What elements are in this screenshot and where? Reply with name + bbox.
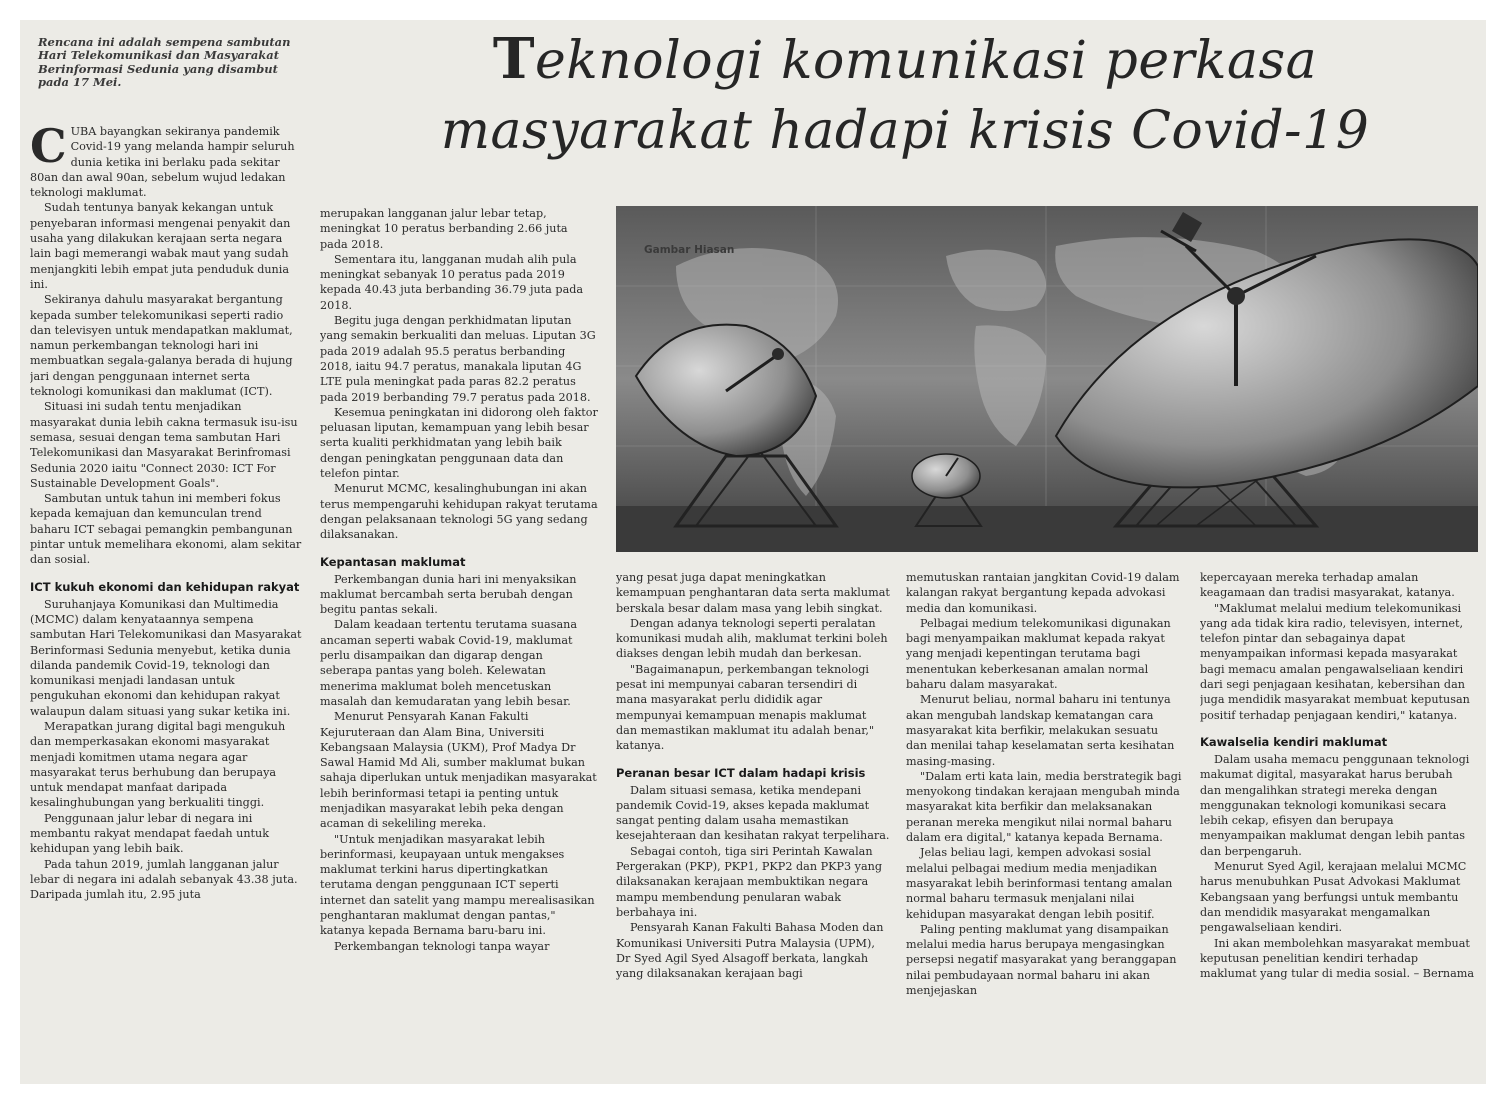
satellite-dish-photo <box>616 206 1478 552</box>
paragraph: Merapatkan jurang digital bagi mengukuh dan memperkasakan ekonomi masyarakat menjadi komitmen utama negara agar masyarakat terus berhubung dan berupaya untuk mendapat manfaat daripada kesalinghubungan yang berkualiti tinggi. <box>30 719 286 810</box>
article-column-5 <box>1200 570 1476 1082</box>
newspaper-clipping <box>20 20 1486 1084</box>
satellite-dishes-illustration <box>616 206 1478 552</box>
paragraph: Kesemua peningkatan ini didorong oleh faktor peluasan liputan, kemampuan yang lebih besar serta kualiti perkhidmatan yang lebih baik dengan peningkatan penggunaan data dan telefon pintar. <box>320 405 598 481</box>
paragraph: Sudah tentunya banyak kekangan untuk penyebaran informasi mengenai penyakit dan usaha yang dilakukan kerajaan serta negara lain bagi memerangi wabak maut yang sudah menjangkiti lebih empat juta penduduk dunia ini. <box>30 201 291 291</box>
paragraph: Suruhanjaya Komunikasi dan Multimedia (MCMC) dalam kenyataannya sempena sambutan Hari Telekomunikasi dan Masyarakat Berinformasi Sedunia menyebut, ketika dunia dilanda pandemik Covid-19, teknologi dan komunikasi menjadi landasan untuk pengukuhan ekonomi dan kehidupan rakyat walaupun dalam situasi yang sukar ketika ini. <box>30 597 302 718</box>
paragraph: Sekiranya dahulu masyarakat bergantung kepada sumber telekomunikasi seperti radio dan televisyen untuk mendapatkan maklumat, namun perkembangan teknologi hari ini membuatkan segala-galanya berada di hujung jari dengan penggunaan internet serta teknologi komunikasi dan maklumat (ICT). <box>30 293 293 399</box>
article-column-3 <box>616 570 890 1082</box>
paragraph: kepercayaan mereka terhadap amalan keagamaan dan tradisi masyarakat, katanya. <box>1200 571 1455 600</box>
paragraph <box>30 124 302 200</box>
paragraph: Ini akan membolehkan masyarakat membuat keputusan penelitian kendiri terhadap maklumat yang tular di media sosial. – Bernama <box>1200 936 1475 981</box>
paragraph-text: UBA bayangkan sekiranya pandemik Covid-19 yang melanda hampir seluruh dunia ketika ini berlaku pada sekitar 80an dan awal 90an, sebelum wujud ledakan teknologi maklumat. <box>30 125 295 200</box>
paragraph: yang pesat juga dapat meningkatkan kemampuan penghantaran data serta maklumat berskala besar dalam masa yang lebih singkat. <box>616 571 890 615</box>
paragraph: Menurut Syed Agil, kerajaan melalui MCMC harus menubuhkan Pusat Advokasi Maklumat Kebangsaan yang berfungsi untuk membantu dan mendidik masyarakat mengamalkan pengawalseliaan kendiri. <box>1200 860 1467 935</box>
paragraph: "Maklumat melalui medium telekomunikasi yang ada tidak kira radio, televisyen, internet, telefon pintar dan sebagainya dapat menyampaikan informasi kepada masyarakat bagi memacu amalan pengawalseliaan kendiri dari segi penjagaan kesihatan, kebersihan dan juga mendidik masyarakat membuat keputusan positif terhadap penjagaan kendiri," katanya. <box>1200 601 1470 722</box>
paragraph: Dalam situasi semasa, ketika mendepani pandemik Covid-19, akses kepada maklumat sangat penting dalam usaha memastikan kesejahteraan dan kesihatan rakyat terpelihara. <box>616 783 890 843</box>
paragraph: Pelbagai medium telekomunikasi digunakan bagi menyampaikan maklumat kepada rakyat yang menjadi kepentingan terutama bagi menentukan keberkesanan amalan normal baharu dalam masyarakat. <box>906 616 1171 692</box>
article-column-1 <box>30 124 302 1082</box>
headline-line-1 <box>350 24 1460 96</box>
headline <box>350 24 1460 166</box>
subheading: Kawalselia kendiri maklumat <box>1200 734 1388 749</box>
intro-note: Rencana ini adalah sempena sambutan Hari Telekomunikasi dan Masyarakat Berinformasi Sedunia yang disambut pada 17 Mei. <box>38 35 291 90</box>
paragraph: "Bagaimanapun, perkembangan teknologi pesat ini mempunyai cabaran tersendiri di mana masyarakat perlu dididik agar mempunyai kemampuan menapis maklumat dan memastikan maklumat itu adalah benar," katanya. <box>616 662 875 753</box>
paragraph: "Dalam erti kata lain, media berstrategik bagi menyokong tindakan kerajaan mengubah minda masyarakat kita berfikir dan melaksanakan peranan mereka mengikut nilai normal baharu dalam era digital," katanya kepada Bernama. <box>906 769 1182 845</box>
paragraph: Dalam keadaan tertentu terutama suasana ancaman seperti wabak Covid-19, maklumat perlu disampaikan dan digarap dengan seberapa pantas yang boleh. Kelewatan menerima maklumat boleh mencetuskan masalah dan kemudaratan yang lebih besar. <box>320 618 578 708</box>
subheading: ICT kukuh ekonomi dan kehidupan rakyat <box>30 579 300 594</box>
headline-line-1-text: eknologi komunikasi perkasa <box>534 31 1318 91</box>
paragraph: Jelas beliau lagi, kempen advokasi sosial melalui pelbagai medium media menjadikan masyarakat lebih berinformasi tentang amalan normal baharu termasuk menjalani nilai kehidupan masyarakat dengan lebih positif. <box>906 846 1173 921</box>
paragraph: Pada tahun 2019, jumlah langganan jalur lebar di negara ini adalah sebanyak 43.38 juta. Daripada jumlah itu, 2.95 juta <box>30 857 298 902</box>
paragraph: Perkembangan dunia hari ini menyaksikan maklumat bercambah serta berubah dengan begitu pantas sekali. <box>320 572 577 617</box>
paragraph: memutuskan rantaian jangkitan Covid-19 dalam kalangan rakyat bergantung kepada advokasi media dan komunikasi. <box>906 571 1180 615</box>
subheading: Kepantasan maklumat <box>320 554 466 569</box>
headline-initial: T <box>492 26 535 92</box>
paragraph: Penggunaan jalur lebar di negara ini membantu rakyat mendapat faedah untuk kehidupan yang lebih baik. <box>30 811 270 856</box>
headline-line-2: masyarakat hadapi krisis Covid-19 <box>440 101 1370 161</box>
paragraph: "Untuk menjadikan masyarakat lebih berinformasi, keupayaan untuk mengakses maklumat terkini harus dipertingkatkan terutama dengan penggunaan ICT seperti internet dan satelit yang mampu merealisasikan penghantaran maklumat dengan pantas," katanya kepada Bernama baru-baru ini. <box>320 832 595 938</box>
article-column-2 <box>320 206 598 1082</box>
paragraph: Dalam usaha memacu penggunaan teknologi makumat digital, masyarakat harus berubah dan mengalihkan strategi mereka dengan menggunakan teknologi komunikasi secara lebih cekap, efisyen dan berupaya menyampaikan maklumat dengan lebih pantas dan berpengaruh. <box>1200 752 1470 858</box>
paragraph: Dengan adanya teknologi seperti peralatan komunikasi mudah alih, maklumat terkini boleh diakses dengan lebih mudah dan berkesan. <box>616 616 888 661</box>
paragraph: Menurut Pensyarah Kanan Fakulti Kejuruteraan dan Alam Bina, Universiti Kebangsaan Malaysia (UKM), Prof Madya Dr Sawal Hamid Md Ali, sumber maklumat bukan sahaja diperlukan untuk menjadikan masyarakat lebih berinformasi tetapi ia penting untuk menjadikan masyarakat lebih peka dengan acaman di sekeliling mereka. <box>320 710 597 831</box>
paragraph: Situasi ini sudah tentu menjadikan masyarakat dunia lebih cakna termasuk isu-isu semasa, sesuai dengan tema sambutan Hari Telekomunikasi dan Masyarakat Berinfromasi Sedunia 2020 iaitu "Connect 2030: ICT For Sustainable Development Goals". <box>30 400 298 490</box>
paragraph: Menurut beliau, normal baharu ini tentunya akan mengubah landskap kematangan cara masyarakat kita berfikir, melakukan sesuatu dan menilai tahap keselamatan serta kesihatan masing-masing. <box>906 693 1175 768</box>
paragraph: Begitu juga dengan perkhidmatan liputan yang semakin berkualiti dan meluas. Liputan 3G pada 2019 adalah 95.5 peratus berbanding 2018, iaitu 94.7 peratus, manakala liputan 4G LTE pula meningkat pada paras 82.2 peratus pada 2019 berbanding 79.7 peratus pada 2018. <box>320 314 596 404</box>
subheading: Peranan besar ICT dalam hadapi krisis <box>616 765 866 780</box>
paragraph: Sebagai contoh, tiga siri Perintah Kawalan Pergerakan (PKP), PKP1, PKP2 dan PKP3 yang dilaksanakan kerajaan membuktikan negara mampu membendung penularan wabak berbahaya ini. <box>616 844 883 919</box>
paragraph: Paling penting maklumat yang disampaikan melalui media harus berupaya mengasingkan persepsi negatif masyarakat yang beranggapan nilai pembudayaan normal baharu ini akan menjejaskan <box>906 922 1177 998</box>
photo-caption: Gambar Hiasan <box>644 244 735 256</box>
paragraph: Menurut MCMC, kesalinghubungan ini akan terus mempengaruhi kehidupan rakyat terutama dengan pelaksanaan teknologi 5G yang sedang dilaksanakan. <box>320 482 598 542</box>
paragraph: Perkembangan teknologi tanpa wayar <box>334 939 550 953</box>
paragraph: Pensyarah Kanan Fakulti Bahasa Moden dan Komunikasi Universiti Putra Malaysia (UPM), Dr Syed Agil Syed Alsagoff berkata, langkah yang dilaksanakan kerajaan bagi <box>616 921 884 981</box>
drop-cap: C <box>30 124 67 173</box>
paragraph: Sambutan untuk tahun ini memberi fokus kepada kemajuan dan kemunculan trend baharu ICT sebagai pemangkin pembangunan pintar untuk memelihara ekonomi, alam sekitar dan sosial. <box>30 492 302 567</box>
paragraph: Sementara itu, langganan mudah alih pula meningkat sebanyak 10 peratus pada 2019 kepada 40.43 juta berbanding 36.79 juta pada 2018. <box>320 252 584 312</box>
paragraph: merupakan langganan jalur lebar tetap, meningkat 10 peratus berbanding 2.66 juta pada 2018. <box>320 207 568 251</box>
article-column-4 <box>906 570 1182 1082</box>
